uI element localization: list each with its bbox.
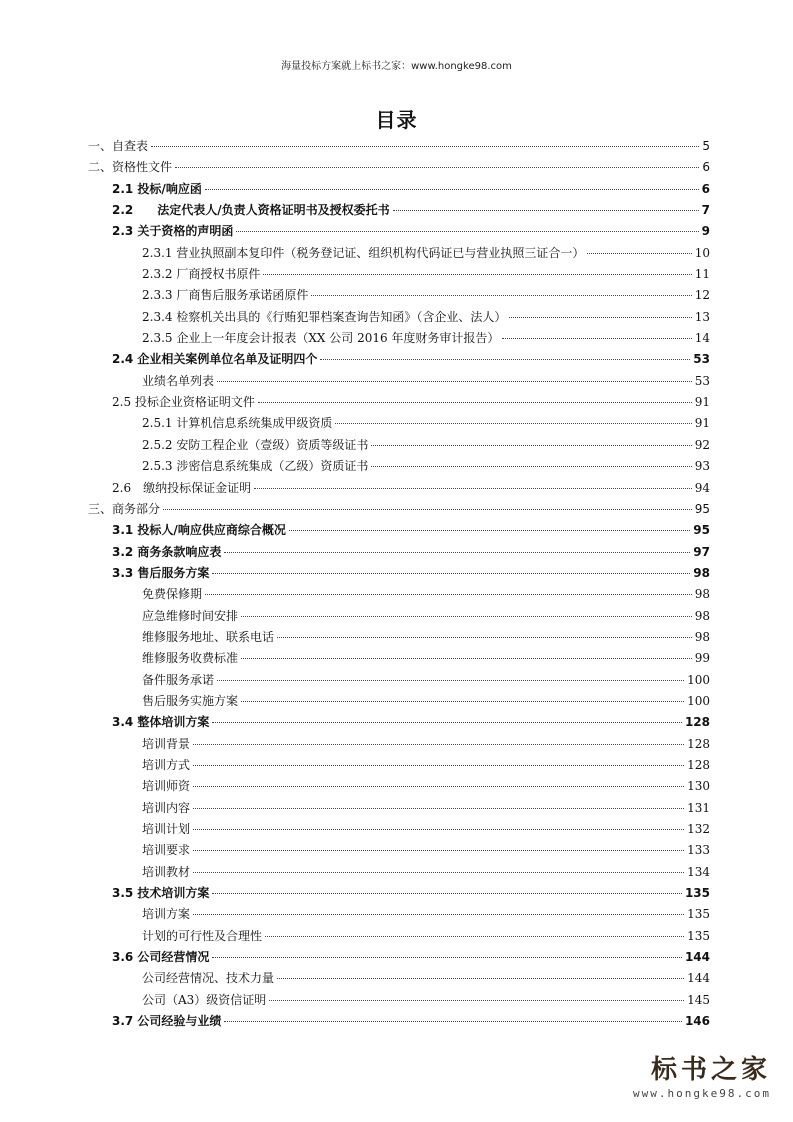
toc-entry-label: 3.6 公司经营情况 xyxy=(112,950,210,965)
toc-leader-dots xyxy=(311,285,691,296)
toc-entry-label: 2.3.3 厂商售后服务承诺函原件 xyxy=(142,288,309,303)
toc-leader-dots xyxy=(254,478,692,489)
toc-entry[interactable] xyxy=(88,840,710,861)
toc-entry-page: 144 xyxy=(684,950,710,965)
toc-leader-dots xyxy=(193,819,684,830)
toc-entry-page: 92 xyxy=(694,437,710,452)
toc-entry-label: 应急维修时间安排 xyxy=(142,608,239,623)
toc-entry-page: 6 xyxy=(701,181,710,196)
toc-leader-dots xyxy=(241,606,692,617)
toc-leader-dots xyxy=(241,648,692,659)
toc-entry-label: 三、商务部分 xyxy=(88,501,161,516)
toc-entry[interactable] xyxy=(88,413,710,434)
toc-entry-page: 14 xyxy=(694,331,710,346)
toc-entry-label: 公司（A3）级资信证明 xyxy=(142,992,267,1007)
toc-entry-page: 131 xyxy=(687,800,710,815)
toc-leader-dots xyxy=(502,328,691,339)
toc-entry[interactable] xyxy=(88,435,710,456)
toc-entry[interactable] xyxy=(88,606,710,627)
toc-entry[interactable] xyxy=(88,755,710,776)
toc-leader-dots xyxy=(193,862,684,873)
toc-entry-label: 3.5 技术培训方案 xyxy=(112,886,210,901)
toc-leader-dots xyxy=(205,584,692,595)
toc-entry-page: 135 xyxy=(687,907,710,922)
toc-entry-label: 培训教材 xyxy=(142,864,191,879)
toc-entry[interactable] xyxy=(88,968,710,989)
brand-logo-url: www.hongke98.com xyxy=(633,1087,771,1100)
toc-entry-page: 134 xyxy=(687,864,710,879)
toc-entry-page: 99 xyxy=(694,651,710,666)
page-title: 目录 xyxy=(375,108,418,132)
toc-entry-label: 公司经营情况、技术力量 xyxy=(142,971,275,986)
toc-entry-page: 135 xyxy=(684,886,710,901)
toc-leader-dots xyxy=(236,221,698,232)
toc-leader-dots xyxy=(265,926,684,937)
toc-entry-page: 133 xyxy=(687,843,710,858)
toc-entry-label: 培训要求 xyxy=(142,843,191,858)
toc-entry[interactable] xyxy=(88,200,710,221)
toc-entry-page: 132 xyxy=(687,822,710,836)
toc-entry-page: 97 xyxy=(693,544,710,559)
toc-entry-label: 维修服务地址、联系电话 xyxy=(142,629,275,644)
toc-entry[interactable] xyxy=(88,221,710,242)
toc-entry-label: 2.6 缴纳投标保证金证明 xyxy=(112,480,252,495)
toc-entry[interactable] xyxy=(88,862,710,883)
toc-entry-page: 91 xyxy=(694,395,710,410)
toc-leader-dots xyxy=(241,691,684,702)
toc-entry[interactable] xyxy=(88,179,710,200)
toc-leader-dots xyxy=(193,840,684,851)
toc-entry[interactable] xyxy=(88,136,710,157)
toc-leader-dots xyxy=(212,883,682,894)
toc-entry-page: 11 xyxy=(694,267,710,282)
toc-entry[interactable] xyxy=(88,947,710,968)
toc-leader-dots xyxy=(193,798,684,809)
toc-leader-dots xyxy=(263,264,691,275)
toc-entry-page: 95 xyxy=(693,523,710,538)
toc-entry-label: 2.4 企业相关案例单位名单及证明四个 xyxy=(112,352,318,367)
toc-entry-label: 一、自查表 xyxy=(88,139,149,153)
brand-logo xyxy=(621,1055,771,1100)
toc-entry-label: 培训计划 xyxy=(142,822,191,836)
toc-leader-dots xyxy=(217,371,692,382)
toc-entry[interactable] xyxy=(88,926,710,947)
toc-entry-label: 培训方式 xyxy=(142,757,191,772)
toc-entry-page: 95 xyxy=(694,501,710,516)
toc-entry[interactable] xyxy=(88,627,710,648)
toc-entry-label: 2.3.1 营业执照副本复印件（税务登记证、组织机构代码证已与营业执照三证合一） xyxy=(142,245,585,260)
toc-entry[interactable] xyxy=(88,734,710,755)
toc-entry-page: 130 xyxy=(687,779,710,794)
toc-entry-page: 128 xyxy=(684,715,710,730)
toc-entry[interactable] xyxy=(88,776,710,797)
toc-entry-label: 3.1 投标人/响应供应商综合概况 xyxy=(112,523,286,538)
toc-entry-label: 培训方案 xyxy=(142,907,191,922)
toc-entry-page: 144 xyxy=(687,971,710,986)
toc-entry-label: 2.1 投标/响应函 xyxy=(112,181,202,196)
toc-entry-page: 100 xyxy=(687,693,710,708)
toc-entry-page: 98 xyxy=(694,629,710,644)
toc-entry-label: 培训背景 xyxy=(142,736,191,751)
toc-leader-dots xyxy=(224,542,690,553)
toc-entry-page: 53 xyxy=(694,373,710,388)
toc-entry-label: 2.3 关于资格的声明函 xyxy=(112,224,234,239)
toc-entry-label: 3.4 整体培训方案 xyxy=(112,715,210,730)
toc-entry-label: 培训内容 xyxy=(142,800,191,815)
toc-leader-dots xyxy=(193,776,684,787)
toc-entry-label: 2.2 法定代表人/负责人资格证明书及授权委托书 xyxy=(112,203,390,218)
toc-entry-page: 128 xyxy=(687,736,710,751)
toc-entry[interactable] xyxy=(88,883,710,904)
toc-entry-page: 7 xyxy=(701,203,710,218)
toc-entry[interactable] xyxy=(88,648,710,669)
toc-leader-dots xyxy=(269,990,684,1001)
toc-leader-dots xyxy=(393,200,699,211)
toc-entry-page: 146 xyxy=(684,1014,710,1029)
toc-entry-label: 免费保修期 xyxy=(142,587,203,602)
toc-entry-label: 业绩名单列表 xyxy=(142,373,215,388)
toc-entry[interactable] xyxy=(88,243,710,264)
brand-logo-text: 标书之家 xyxy=(650,1055,771,1085)
table-of-contents xyxy=(88,136,710,1032)
toc-leader-dots xyxy=(320,349,690,360)
toc-leader-dots xyxy=(277,968,684,979)
toc-entry-page: 93 xyxy=(694,459,710,474)
toc-entry[interactable] xyxy=(88,691,710,712)
toc-entry[interactable] xyxy=(88,349,710,370)
toc-leader-dots xyxy=(277,627,692,638)
toc-entry[interactable] xyxy=(88,563,710,584)
toc-entry-page: 53 xyxy=(693,352,710,367)
toc-entry[interactable] xyxy=(88,499,710,520)
toc-entry-label: 2.5.2 安防工程企业（壹级）资质等级证书 xyxy=(142,437,369,452)
toc-entry[interactable] xyxy=(88,990,710,1011)
toc-entry-label: 二、资格性文件 xyxy=(88,160,173,175)
toc-entry[interactable] xyxy=(88,157,710,178)
toc-leader-dots xyxy=(258,392,692,403)
toc-entry[interactable] xyxy=(88,328,710,349)
toc-entry[interactable] xyxy=(88,670,710,691)
toc-entry-label: 维修服务收费标准 xyxy=(142,651,239,666)
toc-entry-label: 3.3 售后服务方案 xyxy=(112,565,210,580)
toc-entry-label: 备件服务承诺 xyxy=(142,672,215,687)
toc-leader-dots xyxy=(193,734,684,745)
toc-entry-page: 128 xyxy=(687,757,710,772)
toc-entry-page: 6 xyxy=(702,160,710,175)
toc-leader-dots xyxy=(151,136,699,147)
toc-entry-page: 98 xyxy=(693,565,710,580)
toc-entry-label: 售后服务实施方案 xyxy=(142,693,239,708)
header-note: 海量投标方案就上标书之家：www.hongke98.com xyxy=(281,61,512,72)
toc-entry[interactable] xyxy=(88,584,710,605)
toc-entry[interactable] xyxy=(88,1011,710,1032)
toc-leader-dots xyxy=(217,670,684,681)
toc-entry-page: 12 xyxy=(694,288,710,303)
toc-leader-dots xyxy=(163,499,692,510)
toc-entry[interactable] xyxy=(88,542,710,563)
toc-entry[interactable] xyxy=(88,712,710,733)
toc-leader-dots xyxy=(175,157,699,168)
toc-entry-label: 3.7 公司经验与业绩 xyxy=(112,1014,222,1029)
toc-entry-page: 10 xyxy=(694,245,710,260)
toc-entry[interactable] xyxy=(88,371,710,392)
toc-entry-page: 145 xyxy=(687,992,710,1007)
toc-entry[interactable] xyxy=(88,520,710,541)
toc-leader-dots xyxy=(193,904,684,915)
toc-entry-page: 98 xyxy=(694,608,710,623)
toc-entry[interactable] xyxy=(88,456,710,477)
toc-entry[interactable] xyxy=(88,264,710,285)
toc-entry-label: 培训师资 xyxy=(142,779,191,794)
toc-entry[interactable] xyxy=(88,285,710,306)
toc-entry-page: 100 xyxy=(687,672,710,687)
toc-entry-page: 91 xyxy=(694,416,710,431)
toc-entry-label: 2.5.1 计算机信息系统集成甲级资质 xyxy=(142,416,333,431)
toc-leader-dots xyxy=(335,413,691,424)
toc-leader-dots xyxy=(205,179,699,190)
toc-leader-dots xyxy=(371,456,691,467)
toc-entry-page: 13 xyxy=(694,309,710,324)
toc-entry-label: 2.3.4 检察机关出具的《行贿犯罪档案查询告知函》（含企业、法人） xyxy=(142,309,507,324)
toc-leader-dots xyxy=(212,947,682,958)
toc-leader-dots xyxy=(212,712,682,723)
toc-entry-label: 计划的可行性及合理性 xyxy=(142,928,263,943)
toc-entry-label: 2.3.5 企业上一年度会计报表（XX 公司 2016 年度财务审计报告） xyxy=(142,331,500,346)
toc-entry[interactable] xyxy=(88,819,710,840)
toc-entry-page: 94 xyxy=(694,480,710,495)
toc-entry-page: 98 xyxy=(694,587,710,602)
toc-leader-dots xyxy=(224,1011,682,1022)
toc-entry[interactable] xyxy=(88,392,710,413)
toc-entry[interactable] xyxy=(88,307,710,328)
toc-leader-dots xyxy=(587,243,691,254)
toc-leader-dots xyxy=(371,435,691,446)
toc-leader-dots xyxy=(289,520,690,531)
toc-entry-label: 2.5 投标企业资格证明文件 xyxy=(112,395,255,410)
toc-entry[interactable] xyxy=(88,904,710,925)
toc-leader-dots xyxy=(193,755,684,766)
toc-leader-dots xyxy=(509,307,691,318)
toc-entry[interactable] xyxy=(88,478,710,499)
toc-entry-page: 135 xyxy=(687,928,710,943)
toc-entry[interactable] xyxy=(88,798,710,819)
toc-entry-label: 2.3.2 厂商授权书原件 xyxy=(142,267,261,282)
toc-entry-label: 3.2 商务条款响应表 xyxy=(112,544,222,559)
toc-entry-label: 2.5.3 涉密信息系统集成（乙级）资质证书 xyxy=(142,459,369,474)
toc-entry-page: 9 xyxy=(701,224,710,239)
toc-entry-page: 5 xyxy=(702,139,710,153)
toc-leader-dots xyxy=(212,563,690,574)
